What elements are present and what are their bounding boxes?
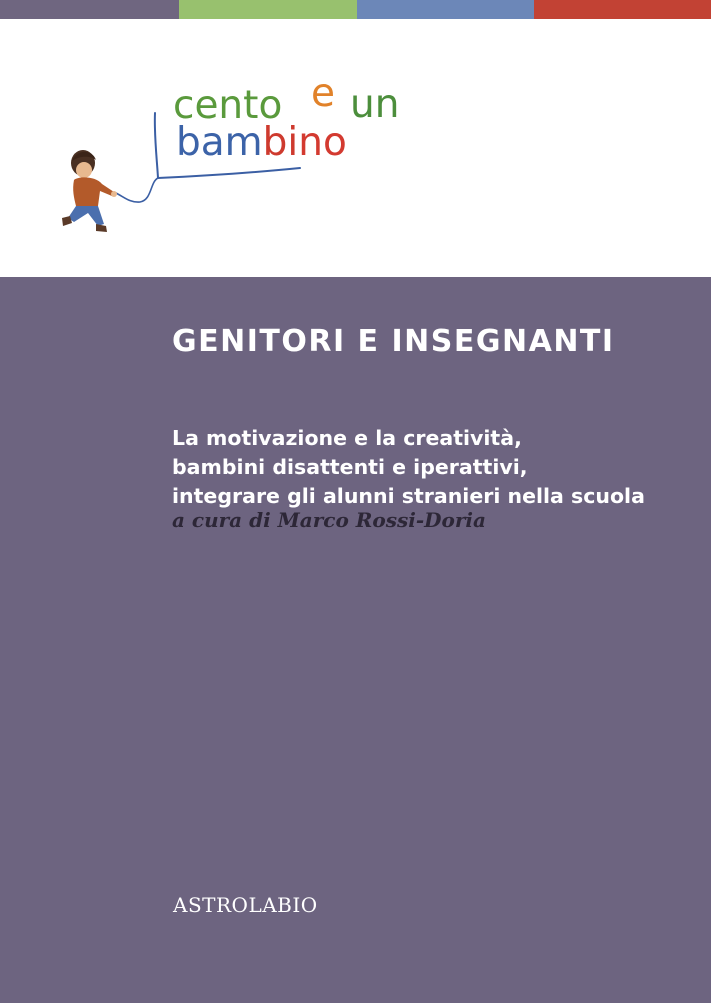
subtitle-line: integrare gli alunni stranieri nella scuola	[172, 484, 645, 508]
logo-text-un: un	[350, 82, 400, 127]
logo-text-no: no	[298, 120, 347, 165]
publisher-name: ASTROLABIO	[173, 893, 318, 917]
subtitle-line: bambini disattenti e iperattivi,	[172, 455, 528, 479]
logo-word-un	[350, 82, 400, 127]
book-title: GENITORI E INSEGNANTI	[172, 324, 615, 359]
kite-string	[116, 178, 158, 202]
logo-text-bam: bam	[176, 120, 263, 165]
editor-credit: a cura di Marco Rossi-Doria	[172, 508, 486, 532]
logo-word-e	[311, 71, 335, 116]
child-illustration	[62, 150, 117, 232]
logo-illustration	[0, 0, 711, 277]
book-subtitle	[172, 424, 645, 511]
logo-word-bambino	[176, 120, 347, 165]
logo-text-bi: bi	[262, 120, 299, 165]
cover-body	[0, 277, 711, 1003]
logo-text-e: e	[311, 71, 335, 116]
logo-text-cento: cento	[173, 83, 283, 128]
series-logo	[0, 0, 711, 277]
subtitle-line: La motivazione e la creatività,	[172, 426, 522, 450]
